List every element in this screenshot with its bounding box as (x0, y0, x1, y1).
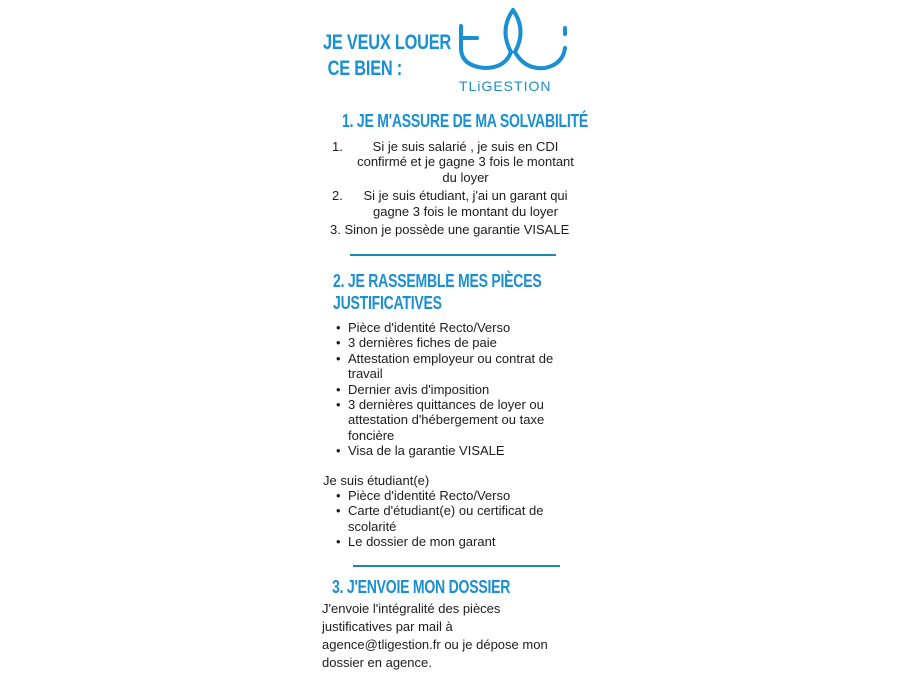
list-item: • Pièce d'identité Recto/Verso (336, 320, 586, 335)
list-item: • Carte d'étudiant(e) ou certificat de scolarité (336, 503, 573, 534)
item-number: 2. (332, 188, 343, 204)
divider (353, 565, 560, 567)
item-line: Si je suis étudiant, j'ai un garant qui (363, 188, 568, 204)
list-item: • 3 dernières quittances de loyer ou attestation d'hébergement ou taxe foncière (336, 397, 573, 443)
list-item: • Attestation employeur ou contrat de travail (336, 351, 576, 382)
body-line: agence@tligestion.fr ou je dépose mon (322, 637, 548, 652)
student-label: Je suis étudiant(e) (323, 473, 430, 488)
list-item: • Le dossier de mon garant (336, 534, 586, 549)
item-line: Si je suis salarié , je suis en CDI (372, 139, 559, 154)
section1-heading: 1. JE M'ASSURE DE MA SOLVABILITÉ (342, 111, 589, 131)
logo-mark-icon (455, 8, 571, 78)
item-line: gagne 3 fois le montant du loyer (372, 203, 558, 219)
title-line-1: JE VEUX LOUER (323, 31, 452, 54)
body-line: J'envoie l'intégralité des pièces (322, 601, 501, 616)
list-item: • Visa de la garantie VISALE (336, 443, 586, 458)
title-line-2: CE BIEN : (327, 57, 403, 80)
heading-line: 2. JE RASSEMBLE MES PIÈCES (333, 271, 542, 291)
heading-line: JUSTIFICATIVES (333, 293, 442, 313)
item-line: Sinon je possède une garantie VISALE (344, 222, 570, 238)
solvency-list (330, 139, 585, 237)
section2-heading (333, 270, 541, 314)
student-documents-list (336, 488, 586, 550)
logo (455, 8, 571, 96)
documents-list (336, 320, 586, 459)
item-line: du loyer (442, 169, 489, 185)
solvency-item (330, 188, 585, 219)
list-item: • Dernier avis d'imposition (336, 382, 586, 397)
item-text (330, 139, 585, 185)
item-line: confirmé et je gagne 3 fois le montant (357, 154, 574, 170)
logo-text: TLiGESTION (459, 78, 552, 94)
item-text (330, 188, 585, 219)
solvency-item (330, 139, 585, 185)
section3-body (322, 600, 582, 672)
solvency-item (330, 222, 585, 237)
page-title (323, 30, 451, 82)
item-number: 1. (332, 139, 343, 154)
list-item: • 3 dernières fiches de paie (336, 335, 586, 350)
item-number: 3. (330, 222, 341, 238)
body-line: justificatives par mail à (322, 619, 453, 634)
body-line: dossier en agence. (322, 655, 432, 670)
divider (350, 254, 556, 256)
list-item: • Pièce d'identité Recto/Verso (336, 488, 586, 503)
section3-heading: 3. J'ENVOIE MON DOSSIER (332, 577, 511, 597)
